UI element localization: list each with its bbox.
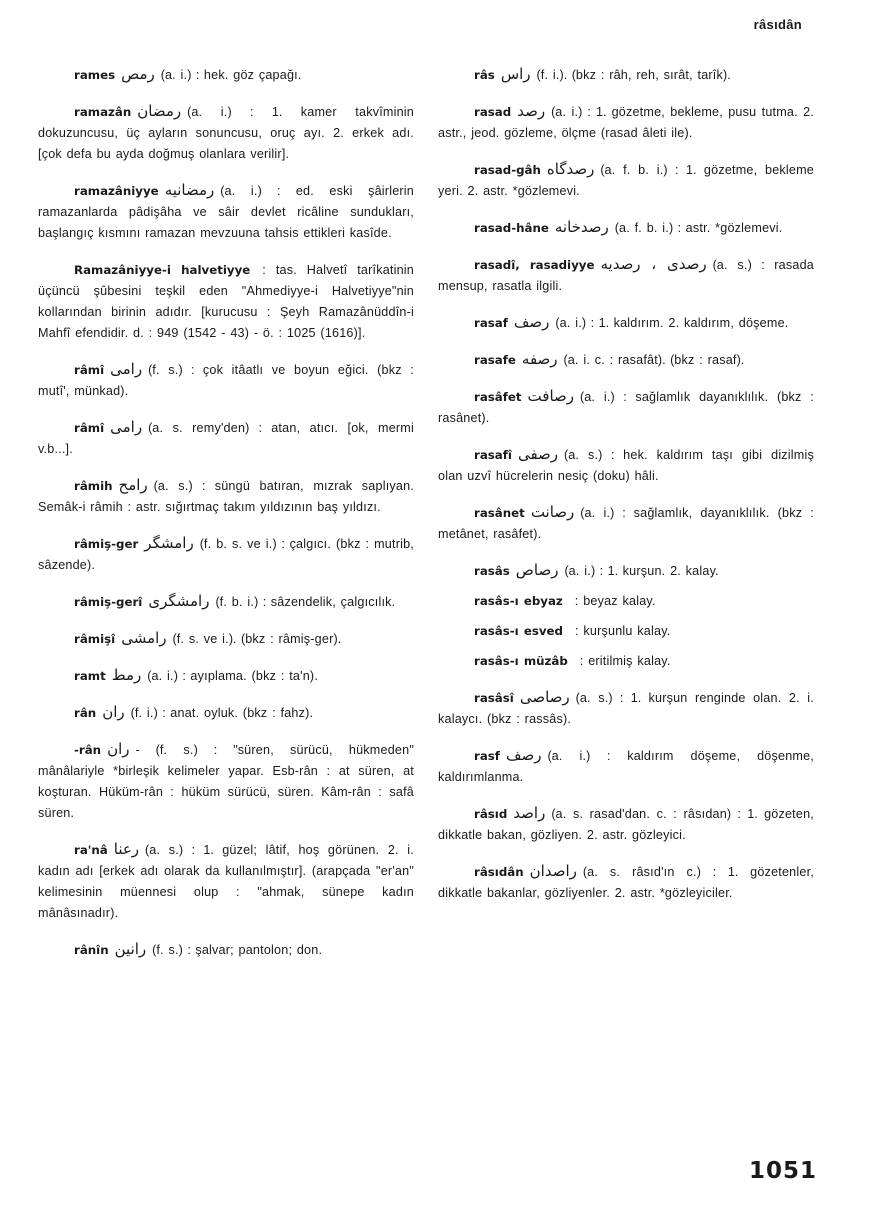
headword: rasânet: [474, 506, 525, 520]
dictionary-entry: [38, 64, 414, 86]
definition: (a. f. b. i.) : astr. *gözlemevi.: [614, 221, 783, 235]
arabic-script: رامشى: [121, 629, 167, 647]
headword: râmî: [74, 421, 105, 435]
headword: rasâs-ı ebyaz: [474, 594, 563, 608]
dictionary-entry: [438, 502, 814, 545]
dictionary-entry: [438, 861, 814, 904]
arabic-script: رصدگاه: [546, 160, 595, 178]
right-column: [438, 64, 814, 919]
headword: rasâs: [474, 564, 510, 578]
definition: (a. i.) : 1. kamer takvîminin dokuzuncusu, üç ayların sonuncusu, oruç ayı. 2. erkek adı. [çok defa bu ayda doğmuş olanlara verilir].: [38, 105, 414, 161]
definition: (a. i.) : ayıplama. (bkz : ta'n).: [147, 669, 319, 683]
arabic-script: رامح: [118, 476, 148, 494]
arabic-script: رامشگرى: [148, 592, 210, 610]
definition: : beyaz kalay.: [574, 594, 656, 608]
definition: (a. s. râsıd'ın c.) : 1. gözetenler, dikkatle bakanlar, gözliyenler. 2. astr. *gözleyiciler.: [438, 865, 814, 900]
headword: rasad-hâne: [474, 221, 549, 235]
arabic-script: رمط: [111, 666, 142, 684]
dictionary-entry: [38, 533, 414, 576]
arabic-script: رصفه: [521, 350, 558, 368]
dictionary-entry: [438, 312, 814, 334]
definition: (a. s.) : 1. kurşun renginde olan. 2. i. kalaycı. (bkz : rassâs).: [438, 691, 814, 726]
dictionary-entry: [438, 803, 814, 846]
headword: rasâfet: [474, 390, 522, 404]
definition: : tas. Halvetî tarîkatinin üçüncü şûbesini teşkil eden "Ahmediyye-i Halvetiyye"nin kollarından birinin adıdır. [kurucusu : Şeyh Ramazânüddîn-i Mahfî efendidir. d. : 949 (1542 - 43) - ö. : 1025 (1616)].: [38, 263, 414, 340]
definition: (a. i.) : 1. kaldırım. 2. kaldırım, döşeme.: [555, 316, 789, 330]
definition: (a. i.) : sağlamlık dayanıklılık. (bkz : rasânet).: [438, 390, 814, 425]
definition: (a. i. c. : rasafât). (bkz : rasaf).: [563, 353, 745, 367]
definition: (a. i.) : sağlamlık, dayanıklılık. (bkz : metânet, rasâfet).: [438, 506, 814, 541]
arabic-script: رعنا: [113, 840, 140, 858]
dictionary-entry: [38, 475, 414, 518]
definition: (f. s. ve i.). (bkz : râmiş-ger).: [172, 632, 342, 646]
dictionary-entry: [38, 939, 414, 961]
definition: (a. s.) : 1. güzel; lâtif, hoş görünen. 2. i. kadın adı [erkek adı olarak da kullanılmıştır]. (arapçada "er'an" kelimesinin müennesi olup : "ahmak, sünepe kadın mânâsınadır).: [38, 843, 414, 920]
definition: (a. s.) : rasada mensup, rasatla ilgili.: [438, 258, 814, 293]
headword: râs: [474, 68, 495, 82]
dictionary-entry: [438, 590, 814, 612]
dictionary-entry: [438, 650, 814, 672]
headword: râmiş-gerî: [74, 595, 143, 609]
arabic-script: رصانت: [530, 503, 575, 521]
dictionary-entry: [38, 628, 414, 650]
headword: rasf: [474, 749, 500, 763]
definition: : kurşunlu kalay.: [575, 624, 671, 638]
arabic-script: رصدى ، رصديه: [600, 255, 707, 273]
arabic-script: رصف: [505, 746, 542, 764]
headword: râsıd: [474, 807, 508, 821]
arabic-script: رصفى: [517, 445, 559, 463]
definition: (a. s.) : hek. kaldırım taşı gibi dizilmiş olan uzvî hücrelerin nesiç (doku) hâli.: [438, 448, 814, 483]
dictionary-entry: [38, 665, 414, 687]
arabic-script: رصد: [517, 102, 546, 120]
definition: (a. s.) : süngü batıran, mızrak saplıyan. Semâk-i râmih : astr. sığırtmaç takım yıldızının baş yıldızı.: [38, 479, 414, 514]
definition: (a. i.) : hek. göz çapağı.: [160, 68, 302, 82]
arabic-script: رامى: [110, 360, 143, 378]
headword: rânîn: [74, 943, 109, 957]
definition: (a. i.) : 1. kurşun. 2. kalay.: [564, 564, 719, 578]
arabic-script: راس: [500, 65, 531, 83]
dictionary-entry: [38, 180, 414, 244]
arabic-script: رصدخانه: [554, 218, 609, 236]
dictionary-entry: [438, 444, 814, 487]
arabic-script: راصد: [513, 804, 546, 822]
arabic-script: رمضان: [137, 102, 182, 120]
arabic-script: رمضانيه: [164, 181, 215, 199]
dictionary-entry: [438, 217, 814, 239]
arabic-script: رصاصى: [519, 688, 570, 706]
headword: rasad-gâh: [474, 163, 541, 177]
headword: râsıdân: [474, 865, 524, 879]
arabic-script: رصف: [513, 313, 550, 331]
headword: rasâs-ı esved: [474, 624, 563, 638]
headword: ramt: [74, 669, 106, 683]
arabic-script: رانين: [114, 940, 147, 958]
dictionary-entry: [438, 620, 814, 642]
headword: rasadî, rasadiyye: [474, 258, 595, 272]
definition: (f. s.) : çok itâatlı ve boyun eğici. (bkz : mutî', münkad).: [38, 363, 414, 398]
definition: : eritilmiş kalay.: [579, 654, 671, 668]
definition: (a. i.) : ed. eski şâirlerin ramazanlarda pâdişâha ve sâir devlet ricâline sundukları, başlangıç kısmını ramazan mevzuuna tahsis ettikleri kasîde.: [38, 184, 414, 240]
arabic-script: ران: [107, 740, 130, 758]
arabic-script: رصاص: [515, 561, 559, 579]
definition: (f. i.) : anat. oyluk. (bkz : fahz).: [130, 706, 314, 720]
dictionary-entry: [438, 349, 814, 371]
dictionary-entry: [438, 386, 814, 429]
headword: rames: [74, 68, 116, 82]
headword: rasâs-ı müzâb: [474, 654, 568, 668]
dictionary-entry: [438, 254, 814, 297]
dictionary-entry: [438, 687, 814, 730]
headword: rân: [74, 706, 97, 720]
dictionary-entry: [438, 159, 814, 202]
definition: (a. f. b. i.) : 1. gözetme, bekleme yeri. 2. astr. *gözlemevi.: [438, 163, 814, 198]
definition: - (f. s.) : "süren, sürücü, hükmeden" mânâlariyle *birleşik kelimeler yapar. Esb-rân : at süren, at koşturan. Hüküm-rân : hüküm sürücü, süren. Kâm-rân : safâ süren.: [38, 743, 414, 820]
definition: (a. i.) : kaldırım döşeme, döşenme, kaldırımlanma.: [438, 749, 814, 784]
dictionary-entry: [38, 702, 414, 724]
headword: râmiş-ger: [74, 537, 139, 551]
headword: râmî: [74, 363, 105, 377]
arabic-script: ران: [102, 703, 125, 721]
definition: (f. s.) : şalvar; pantolon; don.: [152, 943, 323, 957]
definition: (f. b. s. ve i.) : çalgıcı. (bkz : mutrib, sâzende).: [38, 537, 414, 572]
headword: rasaf: [474, 316, 508, 330]
dictionary-entry: [38, 591, 414, 613]
definition: (a. s. rasad'dan. c. : râsıdan) : 1. gözeten, dikkatle bakan, gözliyen. 2. astr. gözleyici.: [438, 807, 814, 842]
guide-word: râsıdân: [753, 17, 802, 32]
headword: râmişî: [74, 632, 116, 646]
arabic-script: راصدان: [529, 862, 577, 880]
arabic-script: رامشگر: [144, 534, 194, 552]
arabic-script: رصافت: [527, 387, 574, 405]
headword: ramazâniyye: [74, 184, 159, 198]
page-number: 1051: [748, 1158, 817, 1184]
dictionary-entry: [38, 739, 414, 824]
headword: Ramazâniyye-i halvetiyye: [74, 263, 251, 277]
headword: rasad: [474, 105, 512, 119]
dictionary-entry: [438, 101, 814, 144]
definition: (f. b. i.) : sâzendelik, çalgıcılık.: [215, 595, 396, 609]
definition: (a. s. remy'den) : atan, atıcı. [ok, mermi v.b...].: [38, 421, 414, 456]
dictionary-entry: [38, 359, 414, 402]
dictionary-entry: [38, 259, 414, 344]
definition: (a. i.) : 1. gözetme, bekleme, pusu tutma. 2. astr., jeod. gözleme, ölçme (rasad âleti ile).: [438, 105, 814, 140]
dictionary-entry: [438, 745, 814, 788]
dictionary-entry: [438, 64, 814, 86]
headword: rasafe: [474, 353, 516, 367]
headword: -rân: [74, 743, 102, 757]
dictionary-entry: [38, 839, 414, 924]
headword: ramazân: [74, 105, 132, 119]
dictionary-entry: [438, 560, 814, 582]
headword: rasafî: [474, 448, 512, 462]
arabic-script: رمص: [121, 65, 155, 83]
left-column: [38, 64, 414, 976]
headword: ra'nâ: [74, 843, 108, 857]
dictionary-entry: [38, 417, 414, 460]
definition: (f. i.). (bkz : râh, reh, sırât, tarîk).: [536, 68, 731, 82]
headword: rasâsî: [474, 691, 514, 705]
headword: râmih: [74, 479, 113, 493]
dictionary-entry: [38, 101, 414, 165]
arabic-script: رامى: [110, 418, 143, 436]
